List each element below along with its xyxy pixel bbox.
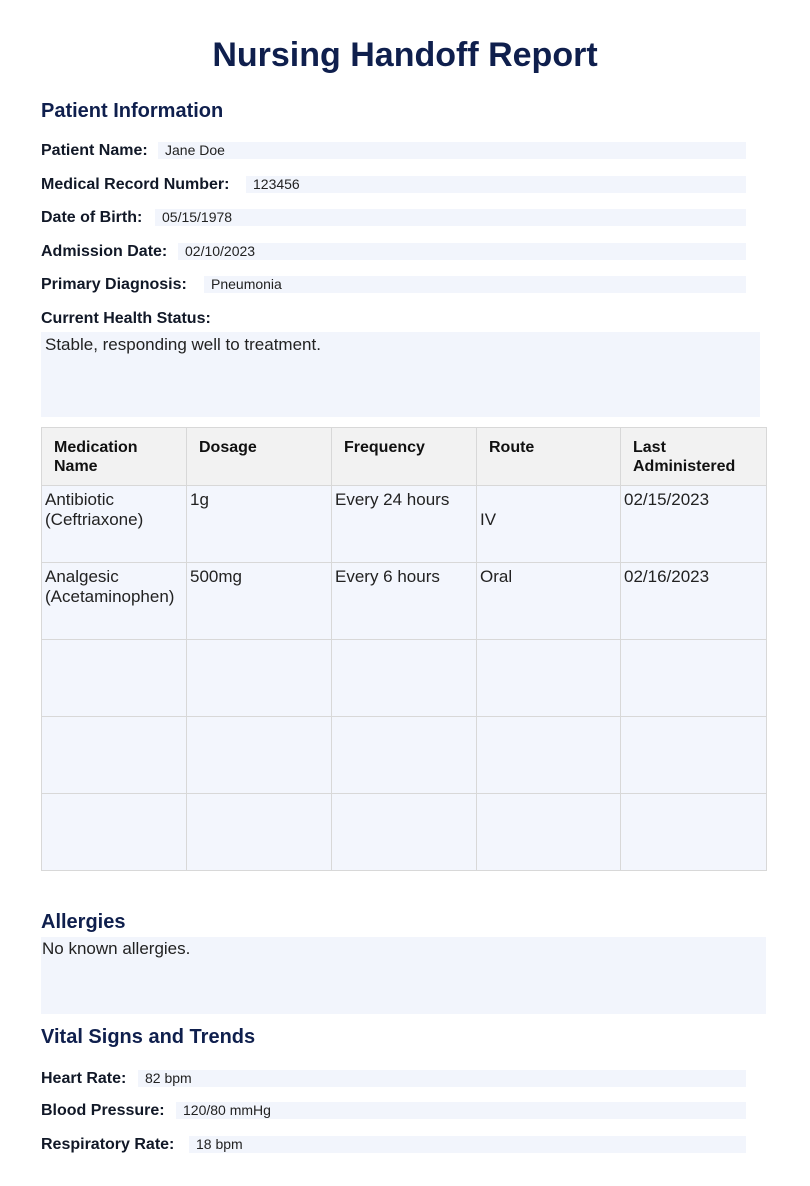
table-cell[interactable]: 500mg — [187, 563, 332, 640]
table-cell[interactable] — [477, 717, 621, 794]
table-cell[interactable]: 02/16/2023 — [621, 563, 767, 640]
table-cell[interactable] — [477, 640, 621, 717]
field-medical-record-number — [41, 176, 746, 194]
column-header: Dosage — [187, 428, 332, 486]
table-cell[interactable]: Every 24 hours — [332, 486, 477, 563]
table-cell[interactable]: Antibiotic (Ceftriaxone) — [42, 486, 187, 563]
table-cell[interactable] — [42, 640, 187, 717]
field-label: Date of Birth: — [41, 209, 143, 226]
admission-date-input[interactable]: 02/10/2023 — [178, 243, 746, 260]
field-label: Medical Record Number: — [41, 176, 230, 193]
field-label: Admission Date: — [41, 243, 168, 260]
vitals-heading: Vital Signs and Trends — [41, 1026, 256, 1048]
field-respiratory-rate — [41, 1136, 746, 1154]
allergies-textarea[interactable]: No known allergies. — [41, 937, 766, 1014]
field-admission-date — [41, 243, 746, 261]
table-cell[interactable] — [187, 794, 332, 871]
column-header: Frequency — [332, 428, 477, 486]
table-cell[interactable]: Oral — [477, 563, 621, 640]
table-cell[interactable] — [621, 717, 767, 794]
respiratory-rate-input[interactable]: 18 bpm — [189, 1136, 746, 1153]
field-primary-diagnosis — [41, 276, 746, 294]
table-cell[interactable] — [332, 794, 477, 871]
table-cell[interactable] — [187, 717, 332, 794]
field-patient-name — [41, 142, 746, 160]
allergies-heading: Allergies — [41, 911, 126, 933]
column-header: Medication Name — [42, 428, 187, 486]
health-status-textarea[interactable]: Stable, responding well to treatment. — [41, 332, 760, 417]
table-row — [42, 563, 767, 640]
patient-name-input[interactable]: Jane Doe — [158, 142, 746, 159]
table-row — [42, 486, 767, 563]
table-cell[interactable]: Every 6 hours — [332, 563, 477, 640]
table-header-row — [42, 428, 767, 486]
table-cell[interactable] — [42, 717, 187, 794]
blood-pressure-input[interactable]: 120/80 mmHg — [176, 1102, 746, 1119]
column-header: Last Administered — [621, 428, 767, 486]
field-label: Respiratory Rate: — [41, 1136, 175, 1153]
table-cell[interactable]: 02/15/2023 — [621, 486, 767, 563]
table-cell[interactable] — [477, 794, 621, 871]
field-health-status-label — [41, 310, 746, 328]
column-header: Route — [477, 428, 621, 486]
table-row — [42, 640, 767, 717]
table-cell[interactable]: Analgesic (Acetaminophen) — [42, 563, 187, 640]
medications-table — [41, 427, 767, 871]
field-date-of-birth — [41, 209, 746, 227]
table-cell[interactable] — [332, 640, 477, 717]
table-row — [42, 717, 767, 794]
field-heart-rate — [41, 1070, 746, 1088]
table-cell[interactable] — [621, 640, 767, 717]
field-blood-pressure — [41, 1102, 746, 1120]
table-row — [42, 794, 767, 871]
field-label: Current Health Status: — [41, 310, 211, 327]
table-cell[interactable] — [332, 717, 477, 794]
page-title: Nursing Handoff Report — [212, 36, 598, 74]
table-cell[interactable] — [621, 794, 767, 871]
table-cell[interactable] — [42, 794, 187, 871]
table-cell[interactable] — [187, 640, 332, 717]
field-label: Patient Name: — [41, 142, 148, 159]
table-cell[interactable]: IV — [477, 486, 621, 563]
table-cell[interactable]: 1g — [187, 486, 332, 563]
field-label: Primary Diagnosis: — [41, 276, 187, 293]
field-label: Heart Rate: — [41, 1070, 127, 1087]
medical-record-number-input[interactable]: 123456 — [246, 176, 746, 193]
patient-info-heading: Patient Information — [41, 100, 224, 122]
heart-rate-input[interactable]: 82 bpm — [138, 1070, 746, 1087]
date-of-birth-input[interactable]: 05/15/1978 — [155, 209, 746, 226]
primary-diagnosis-input[interactable]: Pneumonia — [204, 276, 746, 293]
field-label: Blood Pressure: — [41, 1102, 165, 1119]
